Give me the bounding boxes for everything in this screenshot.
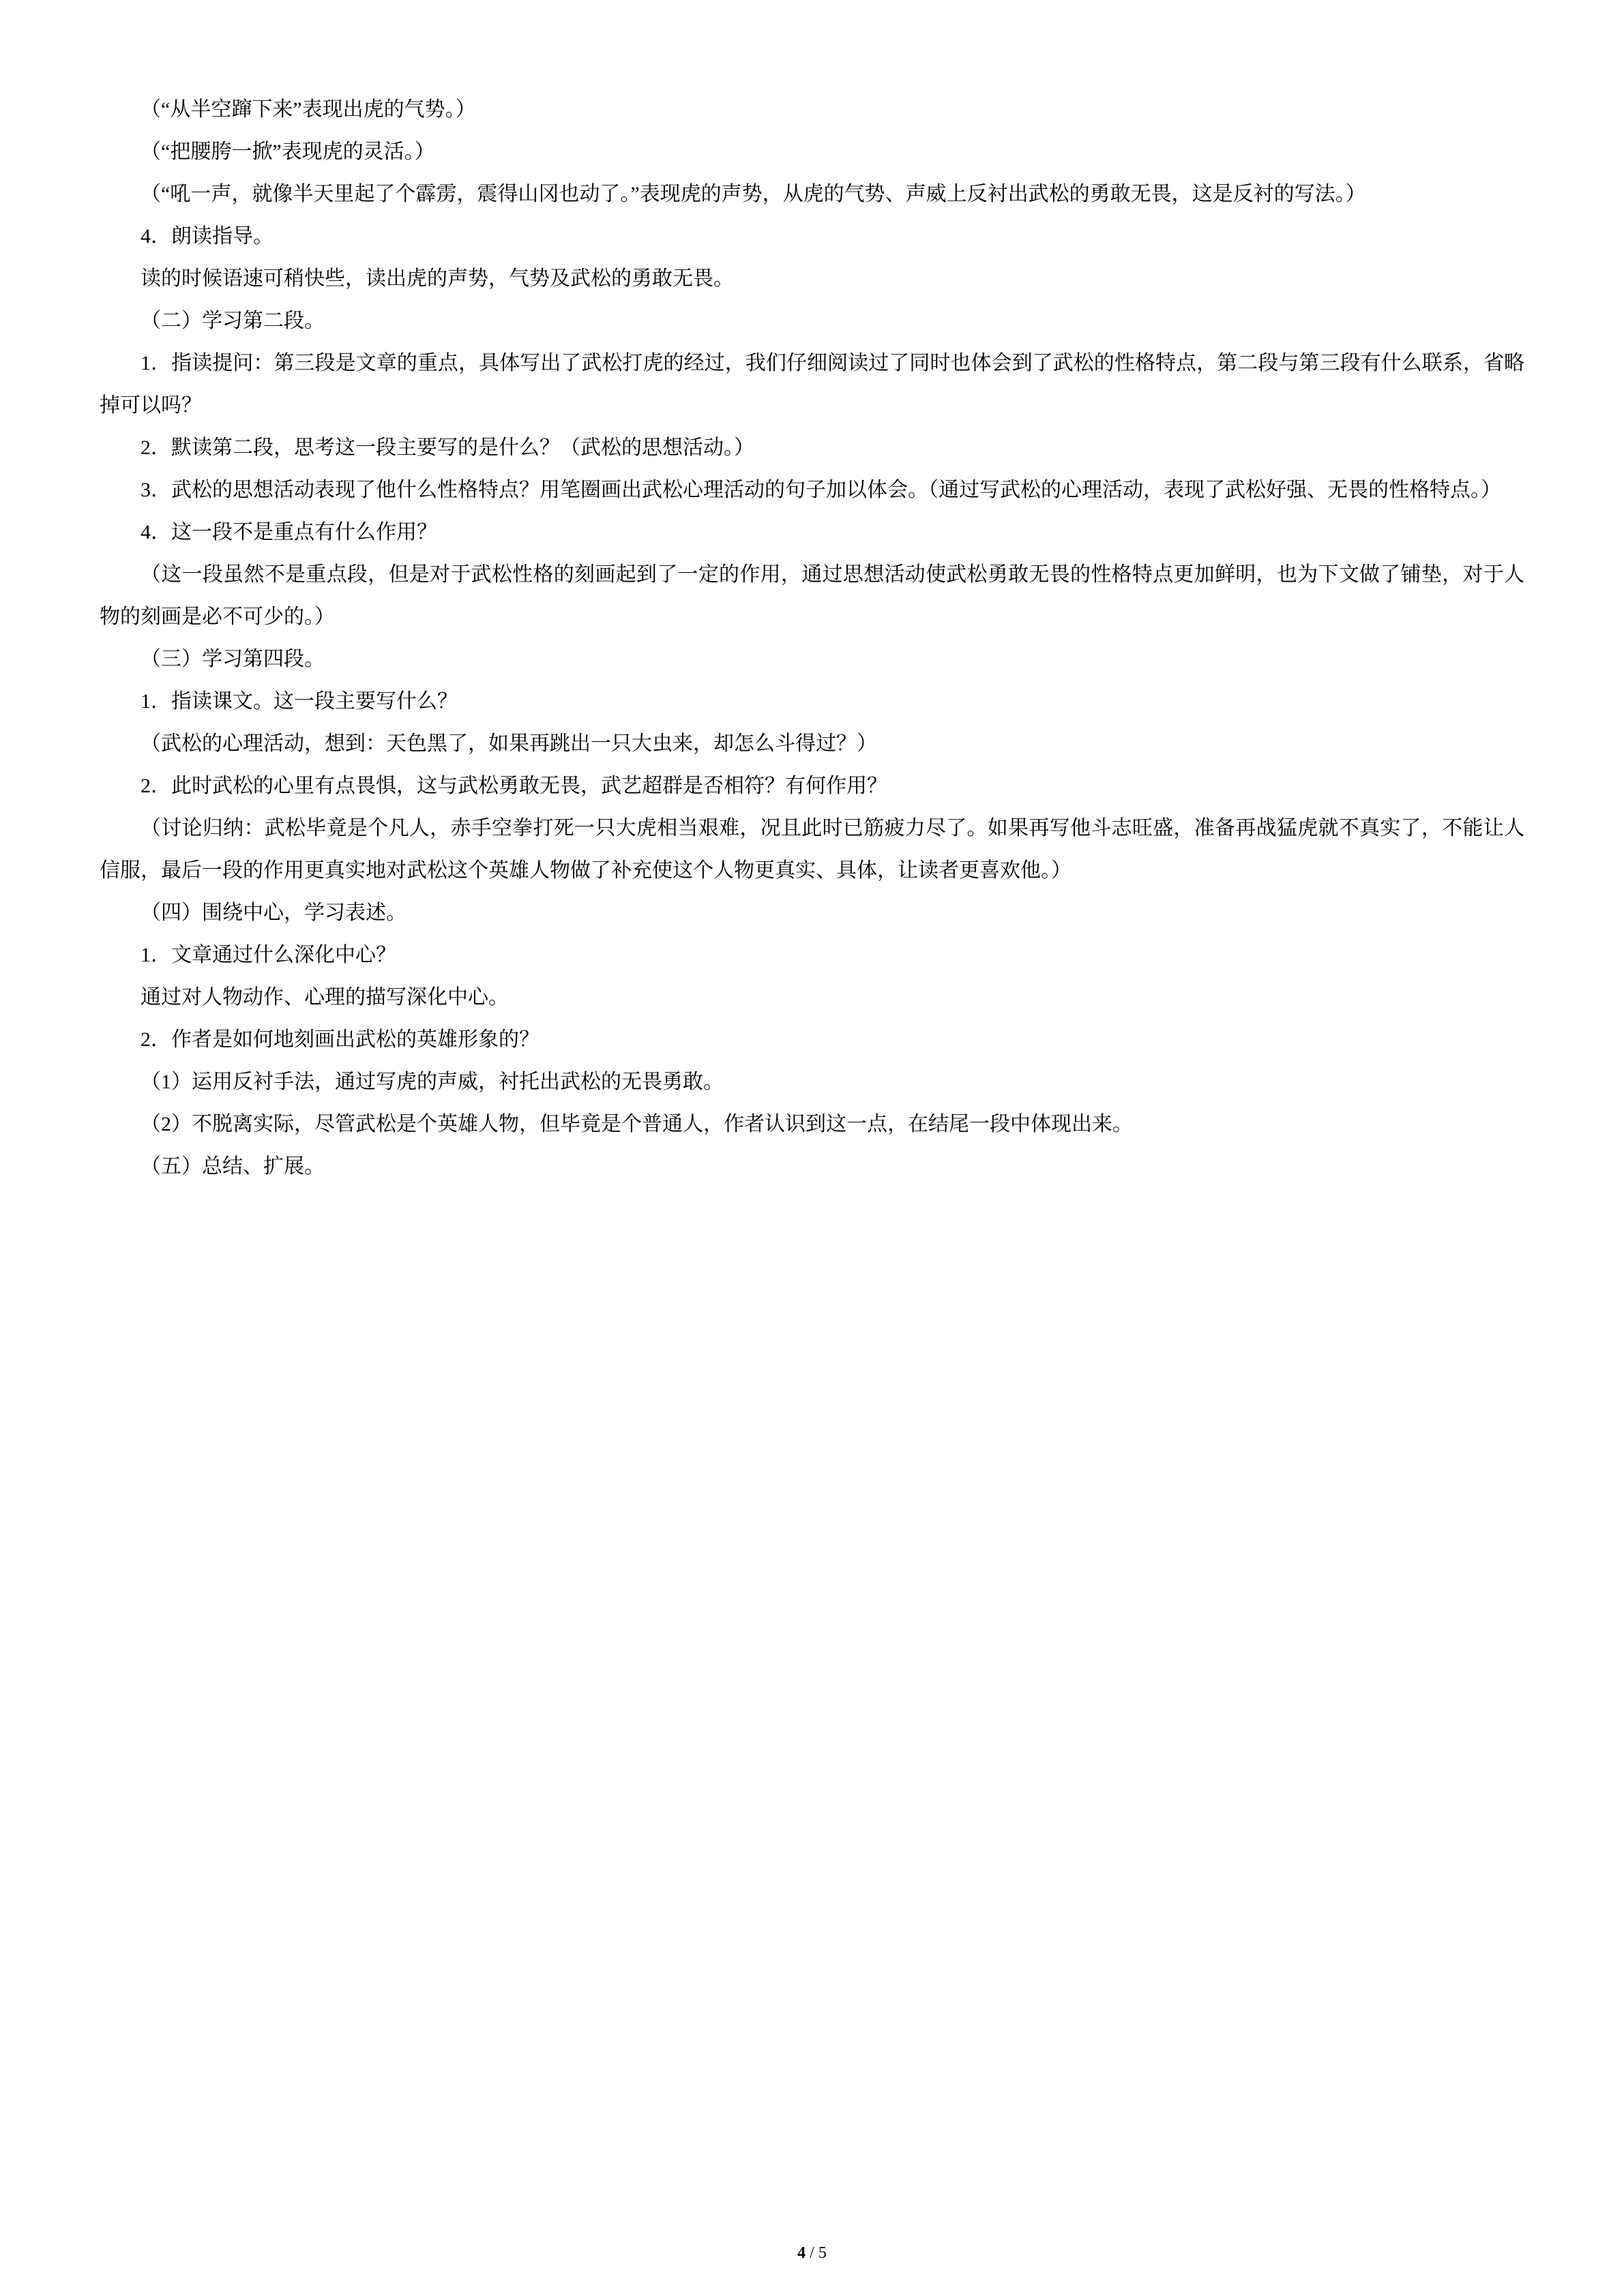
paragraph: （1）运用反衬手法，通过写虎的声威，衬托出武松的无畏勇敢。 — [141, 1071, 724, 1093]
total-page-number: 5 — [818, 2244, 827, 2262]
paragraph: （“从半空蹿下来”表现出虎的气势。） — [141, 98, 476, 121]
paragraph: 1．指读提问：第三段是文章的重点，具体写出了武松打虎的经过，我们仔细阅读过了同时也体会到了武松的性格特点，第二段与第三段有什么联系，省略掉可以吗？ — [100, 352, 1524, 417]
paragraph: 读的时候语速可稍快些，读出虎的声势，气势及武松的勇敢无畏。 — [141, 267, 734, 290]
paragraph: 3．武松的思想活动表现了他什么性格特点？用笔圈画出武松心理活动的句子加以体会。（通过写武松的心理活动，表现了武松好强、无畏的性格特点。） — [141, 479, 1501, 501]
page-footer — [0, 2243, 1624, 2263]
paragraph: （五）总结、扩展。 — [141, 1155, 325, 1178]
current-page-number: 4 — [797, 2244, 806, 2262]
paragraph: 2．此时武松的心里有点畏惧，这与武松勇敢无畏，武艺超群是否相符？有何作用？ — [141, 775, 887, 797]
paragraph: （二）学习第二段。 — [141, 310, 325, 332]
paragraph: （武松的心理活动，想到：天色黑了，如果再跳出一只大虫来，却怎么斗得过？） — [141, 732, 877, 755]
paragraph: （三）学习第四段。 — [141, 648, 325, 670]
paragraph: （“吼一声，就像半天里起了个霹雳，震得山冈也动了。”表现虎的声势，从虎的气势、声威上反衬出武松的勇敢无畏，这是反衬的写法。） — [141, 183, 1366, 205]
paragraph: 2．默读第二段，思考这一段主要写的是什么？（武松的思想活动。） — [141, 436, 754, 459]
document-body — [100, 89, 1524, 1188]
paragraph: 4．这一段不是重点有什么作用？ — [141, 521, 437, 543]
paragraph: （讨论归纳：武松毕竟是个凡人，赤手空拳打死一只大虎相当艰难，况且此时已筋疲力尽了。如果再写他斗志旺盛，准备再战猛虎就不真实了，不能让人信服，最后一段的作用更真实地对武松这个英雄人物做了补充使这个人物更真实、具体，让读者更喜欢他。） — [100, 817, 1524, 882]
paragraph: 4．朗读指导。 — [141, 225, 274, 248]
page-number-separator: / — [810, 2244, 814, 2262]
paragraph: （四）围绕中心，学习表述。 — [141, 901, 407, 924]
paragraph: （这一段虽然不是重点段，但是对于武松性格的刻画起到了一定的作用，通过思想活动使武松勇敢无畏的性格特点更加鲜明，也为下文做了铺垫，对于人物的刻画是必不可少的。） — [100, 563, 1524, 628]
paragraph: 1．指读课文。这一段主要写什么？ — [141, 690, 458, 713]
paragraph: 1．文章通过什么深化中心？ — [141, 944, 396, 966]
paragraph: （“把腰胯一掀”表现虎的灵活。） — [141, 140, 435, 163]
paragraph: 2．作者是如何地刻画出武松的英雄形象的？ — [141, 1028, 540, 1051]
paragraph: 通过对人物动作、心理的描写深化中心。 — [141, 986, 509, 1009]
paragraph: （2）不脱离实际，尽管武松是个英雄人物，但毕竟是个普通人，作者认识到这一点，在结尾一段中体现出来。 — [141, 1113, 1133, 1135]
